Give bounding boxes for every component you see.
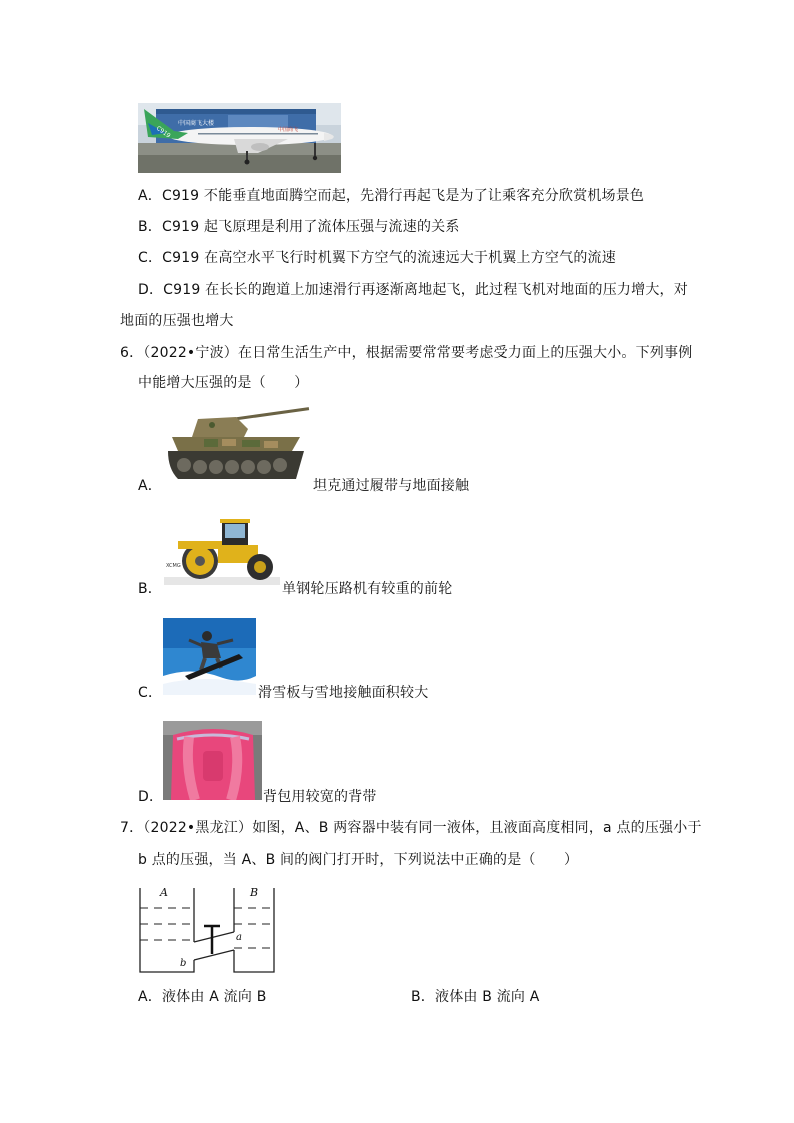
q6-option-d-text: 背包用较宽的背带 xyxy=(263,789,377,805)
q6-option-a-label[interactable]: A． xyxy=(138,478,162,494)
c919-airplane-illustration xyxy=(138,103,341,173)
roller-brand-text: XCMG xyxy=(166,563,181,569)
tail-c919-text: C919 xyxy=(154,124,172,140)
q6-option-c-label[interactable]: C． xyxy=(138,685,163,701)
q5-option-d-line1[interactable]: D．C919 在长长的跑道上加速滑行再逐渐离地起飞，此过程飞机对地面的压力增大，对 xyxy=(138,282,688,298)
q6-stem-line1: 6．（2022•宁波）在日常生活生产中，根据需要常常要考虑受力面上的压强大小。下列事例 xyxy=(120,345,693,361)
containers-svg xyxy=(136,882,278,974)
q5-option-a[interactable]: A．C919 不能垂直地面腾空而起，先滑行再起飞是为了让乘客充分欣赏机场景色 xyxy=(138,188,645,204)
q5-option-b[interactable]: B．C919 起飞原理是利用了流体压强与流速的关系 xyxy=(138,219,460,235)
label-point-b: b xyxy=(180,958,187,969)
label-container-b: B xyxy=(250,886,259,899)
road-roller-photo xyxy=(164,515,280,585)
q6-option-a-text: 坦克通过履带与地面接触 xyxy=(313,478,470,494)
building-sign-text: 中国商飞大楼 xyxy=(178,120,215,127)
q7-option-b[interactable]: B．液体由 B 流向 A xyxy=(411,989,540,1005)
q5-option-d-line2: 地面的压强也增大 xyxy=(120,313,234,329)
label-container-a: A xyxy=(160,886,168,899)
q6-option-b-label[interactable]: B． xyxy=(138,581,163,597)
q7-stem-line1: 7．（2022•黑龙江）如图，A、B 两容器中装有同一液体，且液面高度相同，a 点的压强小于 xyxy=(120,820,702,836)
svg-text:中国商飞: 中国商飞 xyxy=(278,127,299,133)
q7-stem-line2: b 点的压强，当 A、B 间的阀门打开时，下列说法中正确的是（ ） xyxy=(138,852,579,868)
label-point-a: a xyxy=(236,932,242,943)
q7-option-a[interactable]: A．液体由 A 流向 B xyxy=(138,989,267,1005)
backpack-illustration xyxy=(163,721,262,800)
snowboarder-illustration xyxy=(163,618,256,695)
q6-option-c-text: 滑雪板与雪地接触面积较大 xyxy=(258,685,429,701)
q6-option-b-text: 单钢轮压路机有较重的前轮 xyxy=(282,581,453,597)
tank-photo xyxy=(164,407,312,492)
q6-option-d-label[interactable]: D． xyxy=(138,789,164,805)
backpack-photo xyxy=(163,721,262,800)
q5-option-c[interactable]: C．C919 在高空水平飞行时机翼下方空气的流速远大于机翼上方空气的流速 xyxy=(138,250,616,266)
road-roller-illustration xyxy=(164,515,280,585)
connected-containers-diagram xyxy=(136,882,278,974)
q6-stem-line2: 中能增大压强的是（ ） xyxy=(138,375,309,391)
tank-illustration xyxy=(164,407,312,492)
c919-airplane-photo xyxy=(138,103,341,173)
snowboarder-photo xyxy=(163,618,256,695)
